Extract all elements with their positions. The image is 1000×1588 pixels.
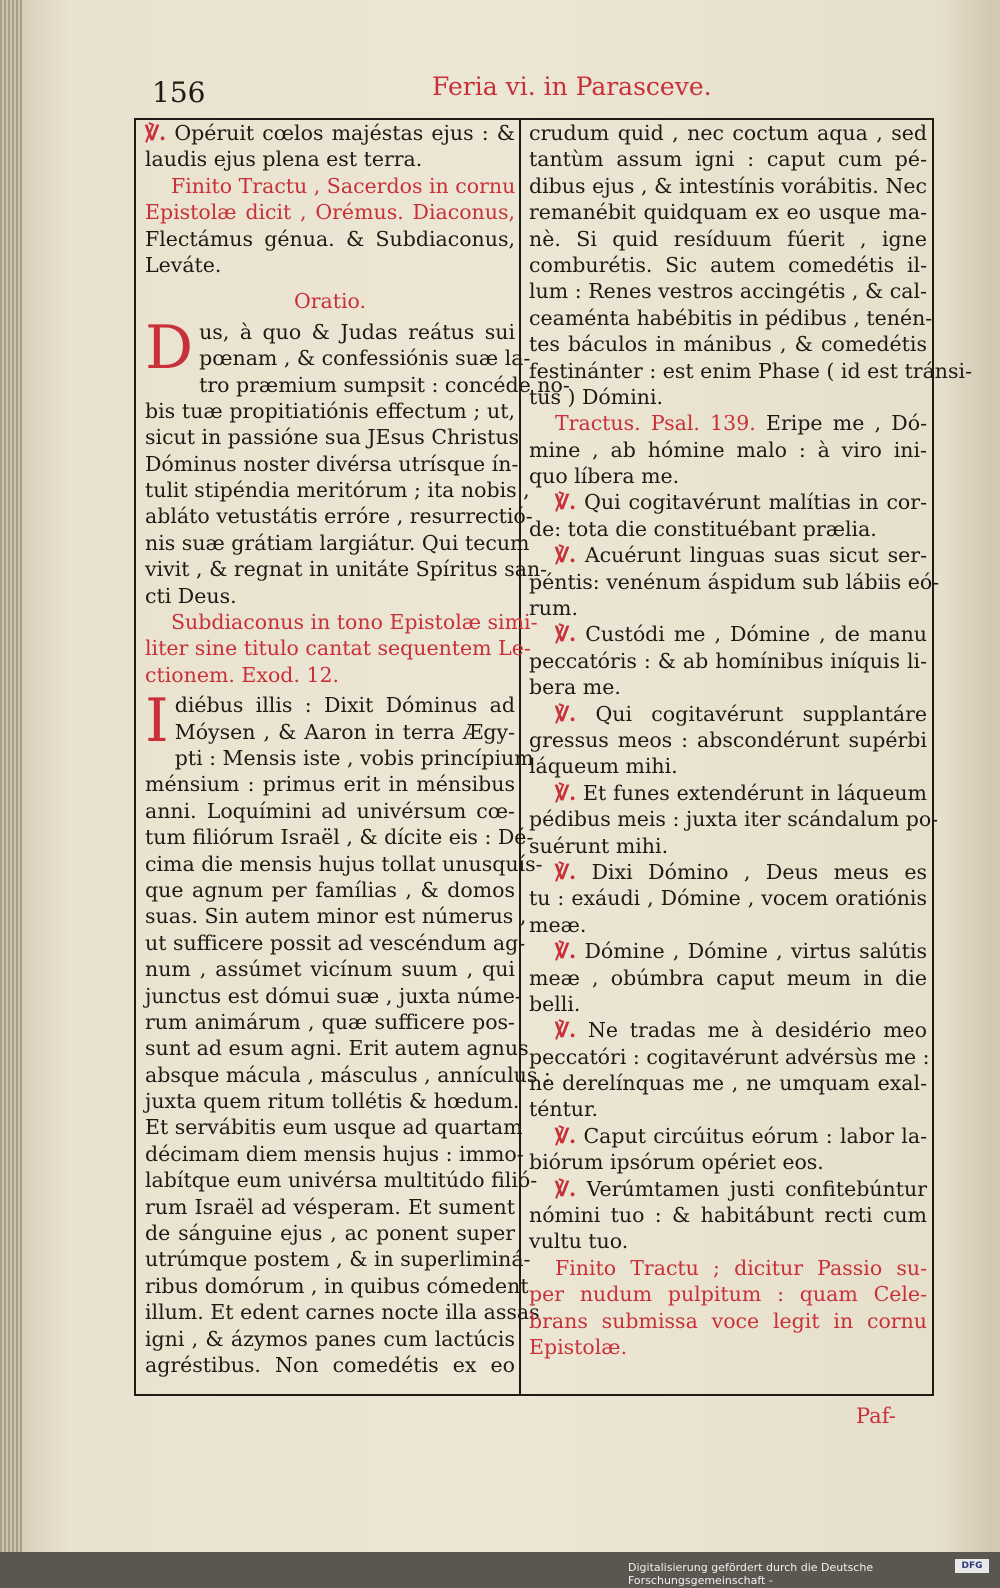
text-line: ribus domórum , in quibus cómedent: [145, 1273, 529, 1298]
text-line: vultu tuo.: [529, 1229, 629, 1254]
text-line: mine , ab hómine malo : à viro ini-: [529, 437, 927, 462]
line-text: Custódi me , Dómine , de manu: [576, 622, 927, 647]
line-text: Acuérunt linguas suas sicut ser-: [576, 543, 927, 568]
text-line: vivit , & regnat in unitáte Spíritus san-: [145, 557, 548, 582]
text-line: quo líbera me.: [529, 464, 680, 489]
page-edges: [0, 0, 22, 1588]
text-line: peccatóris : & ab homínibus iníquis li-: [529, 648, 927, 673]
versicle-icon: ℣.: [145, 121, 167, 145]
rubric-line: Epistolæ dicit , Orémus. Diaconus,: [145, 200, 515, 225]
text-line: nómini tuo : & habitábunt recti cum: [529, 1203, 927, 1228]
text-line: tus ) Dómini.: [529, 384, 664, 409]
lectio-paragraph: [145, 686, 551, 1378]
text-line: [529, 1017, 927, 1043]
line-text: Eripe me , Dó-: [755, 411, 927, 436]
text-line: cti Deus.: [145, 583, 237, 608]
text-line: tro præmium sumpsit : concéde no-: [199, 372, 570, 397]
text-line: ne derelínquas me , ne umquam exal-: [529, 1071, 927, 1096]
text-line: téntur.: [529, 1097, 599, 1122]
text-line: absque mácula , másculus , annículus :: [145, 1062, 551, 1087]
text-line: remanébit quidquam ex eo usque ma-: [529, 200, 927, 225]
text-line: utrúmque postem , & in superliminá-: [145, 1247, 531, 1272]
rubric-line: Subdiaconus in tono Epistolæ simi-: [171, 610, 538, 635]
drop-cap: I: [145, 686, 169, 757]
line-text: Caput circúitus eórum : labor la-: [576, 1123, 927, 1148]
oratio-heading: Oratio.: [293, 289, 367, 314]
text-line: [529, 859, 927, 885]
versicle-icon: ℣.: [555, 780, 577, 805]
text-line: meæ.: [529, 912, 587, 937]
rubric-line: ctionem. Exod. 12.: [145, 662, 340, 687]
text-line: belli.: [529, 991, 581, 1016]
text-line: Móysen , & Aaron in terra Ægy-: [174, 719, 515, 744]
text-line: pédibus meis : juxta iter scándalum po-: [529, 807, 939, 832]
text-line: lum : Renes vestros accingétis , & cal-: [529, 279, 927, 304]
text-line: pœnam , & confessiónis suæ la-: [199, 346, 531, 371]
line-text: Dixi Dómino , Deus meus es: [576, 859, 927, 884]
rubric-line: liter sine titulo cantat sequentem Le-: [145, 636, 531, 661]
text-line: [529, 1176, 927, 1202]
text-line: de sánguine ejus , ac ponent super: [145, 1221, 515, 1246]
text-line: illum. Et edent carnes nocte illa assas: [145, 1300, 540, 1325]
versicle-icon: ℣.: [555, 490, 577, 515]
text-line: gressus meos : abscondérunt supérbi: [529, 727, 927, 752]
right-column: [529, 120, 972, 1360]
text-line: biórum ipsórum opériet eos.: [529, 1150, 824, 1175]
text-line: tu : exáudi , Dómine , vocem oratiónis: [529, 886, 927, 911]
text-line: abláto vetustátis erróre , resurrectió-: [145, 504, 533, 529]
text-line: agréstibus. Non comedétis ex eo: [145, 1352, 515, 1377]
line-text: Qui cogitavérunt supplantáre: [576, 701, 927, 726]
text-line: péntis: venénum áspidum sub lábiis eó-: [529, 569, 940, 594]
text-line: cima die mensis hujus tollat unusquís-: [145, 851, 543, 876]
line-text: Ne tradas me à desidério meo: [576, 1018, 927, 1043]
line-text: Dómine , Dómine , virtus salútis: [576, 939, 927, 964]
text-line: nis suæ grátiam largiátur. Qui tecum: [145, 530, 530, 555]
text-line: tulit stipéndia meritórum ; ita nobis ,: [145, 478, 530, 503]
text-line: de: tota die constituébant prælia.: [529, 516, 877, 541]
rubric-line: brans submissa voce legit in cornu: [529, 1308, 927, 1333]
text-line: Dóminus noster divérsa utrísque ín-: [145, 451, 519, 476]
text-line: igni , & ázymos panes cum lactúcis: [145, 1326, 515, 1351]
text-line: tes báculos in mánibus , & comedétis: [529, 332, 927, 357]
text-line: [529, 701, 927, 727]
drop-cap: D: [145, 312, 194, 383]
text-line: dibus ejus , & intestínis vorábitis. Nec: [529, 173, 927, 198]
line-text: Opéruit cœlos majéstas ejus : &: [174, 121, 515, 145]
text-line: labítque eum univérsa multitúdo filió-: [145, 1168, 538, 1193]
versicle-icon: ℣.: [555, 859, 577, 884]
oratio-paragraph: [145, 312, 570, 609]
text-line: crudum quid , nec coctum aqua , sed: [529, 121, 927, 145]
text-line: [529, 621, 927, 647]
line-text: Verúmtamen justi confitebúntur: [576, 1176, 927, 1201]
text-line: tum filiórum Israël , & dícite eis : Dé-: [145, 825, 534, 850]
dfg-logo-icon: DFG: [955, 1559, 989, 1573]
versicle-icon: ℣.: [555, 701, 577, 726]
text-line: ut sufficere possit ad vescéndum ag-: [145, 930, 526, 955]
rubric-line: [529, 410, 927, 436]
text-line: sunt ad esum agni. Erit autem agnus: [145, 1036, 529, 1061]
versicle-icon: ℣.: [555, 1123, 577, 1148]
line-text: Et funes extendérunt in láqueum: [576, 780, 927, 805]
text-line: bera me.: [529, 675, 621, 700]
rubric-line: Finito Tractu ; dicitur Passio su-: [555, 1255, 927, 1280]
text-line: [529, 780, 927, 806]
text-line: juxta quem ritum tollétis & hœdum.: [145, 1089, 520, 1114]
text-line: laudis ejus plena est terra.: [145, 147, 423, 172]
text-line: rum.: [529, 596, 578, 621]
text-line: anni. Loquímini ad univérsum cœ-: [145, 798, 515, 823]
line-text: Qui cogitavérunt malítias in cor-: [576, 490, 927, 515]
text-line: us, à quo & Judas reátus sui: [199, 319, 515, 344]
digitization-credit: Digitalisierung gefördert durch die Deutsche Forschungsgemeinschaft -: [628, 1561, 874, 1587]
text-line: Leváte.: [145, 252, 222, 277]
text-line: comburétis. Sic autem comedétis il-: [529, 252, 927, 277]
rubric-line: per nudum pulpitum : quam Cele-: [529, 1282, 927, 1307]
page-number: 156: [152, 76, 206, 109]
text-line: [529, 938, 927, 964]
versicle-icon: ℣.: [555, 1176, 577, 1201]
text-line: pti : Mensis iste , vobis princípium: [174, 745, 534, 770]
tractus-rubric: Tractus. Psal. 139.: [555, 411, 756, 436]
text-line: ceaménta habébitis in pédibus , tenén-: [529, 305, 933, 330]
running-head: Feria vi. in Parasceve.: [432, 72, 712, 101]
text-line: [529, 489, 927, 515]
catchword: Paf-: [856, 1404, 896, 1428]
text-line: láqueum mihi.: [529, 754, 678, 779]
text-line: tantùm assum igni : caput cum pé-: [529, 147, 927, 172]
text-line: nè. Si quid resíduum fúerit , igne: [529, 226, 927, 251]
versicle-icon: ℣.: [555, 939, 577, 964]
text-line: diébus illis : Dixit Dóminus ad: [174, 693, 515, 718]
versicle-icon: ℣.: [555, 1018, 577, 1043]
text-line: festinánter : est enim Phase ( id est tránsi-: [529, 358, 972, 383]
text-line: sicut in passióne sua JEsus Christus: [145, 425, 520, 450]
text-line: Flectámus génua. & Subdiaconus,: [145, 226, 515, 251]
text-line: décimam diem mensis hujus : immo-: [145, 1141, 524, 1166]
text-line: suas. Sin autem minor est númerus ,: [145, 904, 527, 929]
text-line: bis tuæ propitiatiónis effectum ; ut,: [145, 398, 515, 423]
rubric-line: Finito Tractu , Sacerdos in cornu: [171, 173, 516, 198]
text-line: rum animárum , quæ sufficere pos-: [145, 1009, 515, 1034]
text-line: meæ , obúmbra caput meum in die: [529, 965, 927, 990]
text-line: [529, 1123, 927, 1149]
text-line: suérunt mihi.: [529, 833, 669, 858]
versicle-icon: ℣.: [555, 543, 577, 568]
text-line: [529, 542, 927, 568]
text-line: [145, 120, 515, 146]
versicle-icon: ℣.: [555, 622, 577, 647]
text-line: que agnum per famílias , & domos: [145, 877, 515, 902]
text-line: rum Israël ad vésperam. Et sument: [145, 1194, 515, 1219]
text-line: junctus est dómui suæ , juxta núme-: [145, 983, 522, 1008]
text-line: Et servábitis eum usque ad quartam: [145, 1115, 523, 1140]
text-line: ménsium : primus erit in ménsibus: [145, 772, 515, 797]
rubric-line: Epistolæ.: [529, 1334, 628, 1359]
text-line: peccatóri : cogitavérunt advérsùs me :: [529, 1044, 930, 1069]
text-line: num , assúmet vicínum suum , qui: [145, 957, 515, 982]
